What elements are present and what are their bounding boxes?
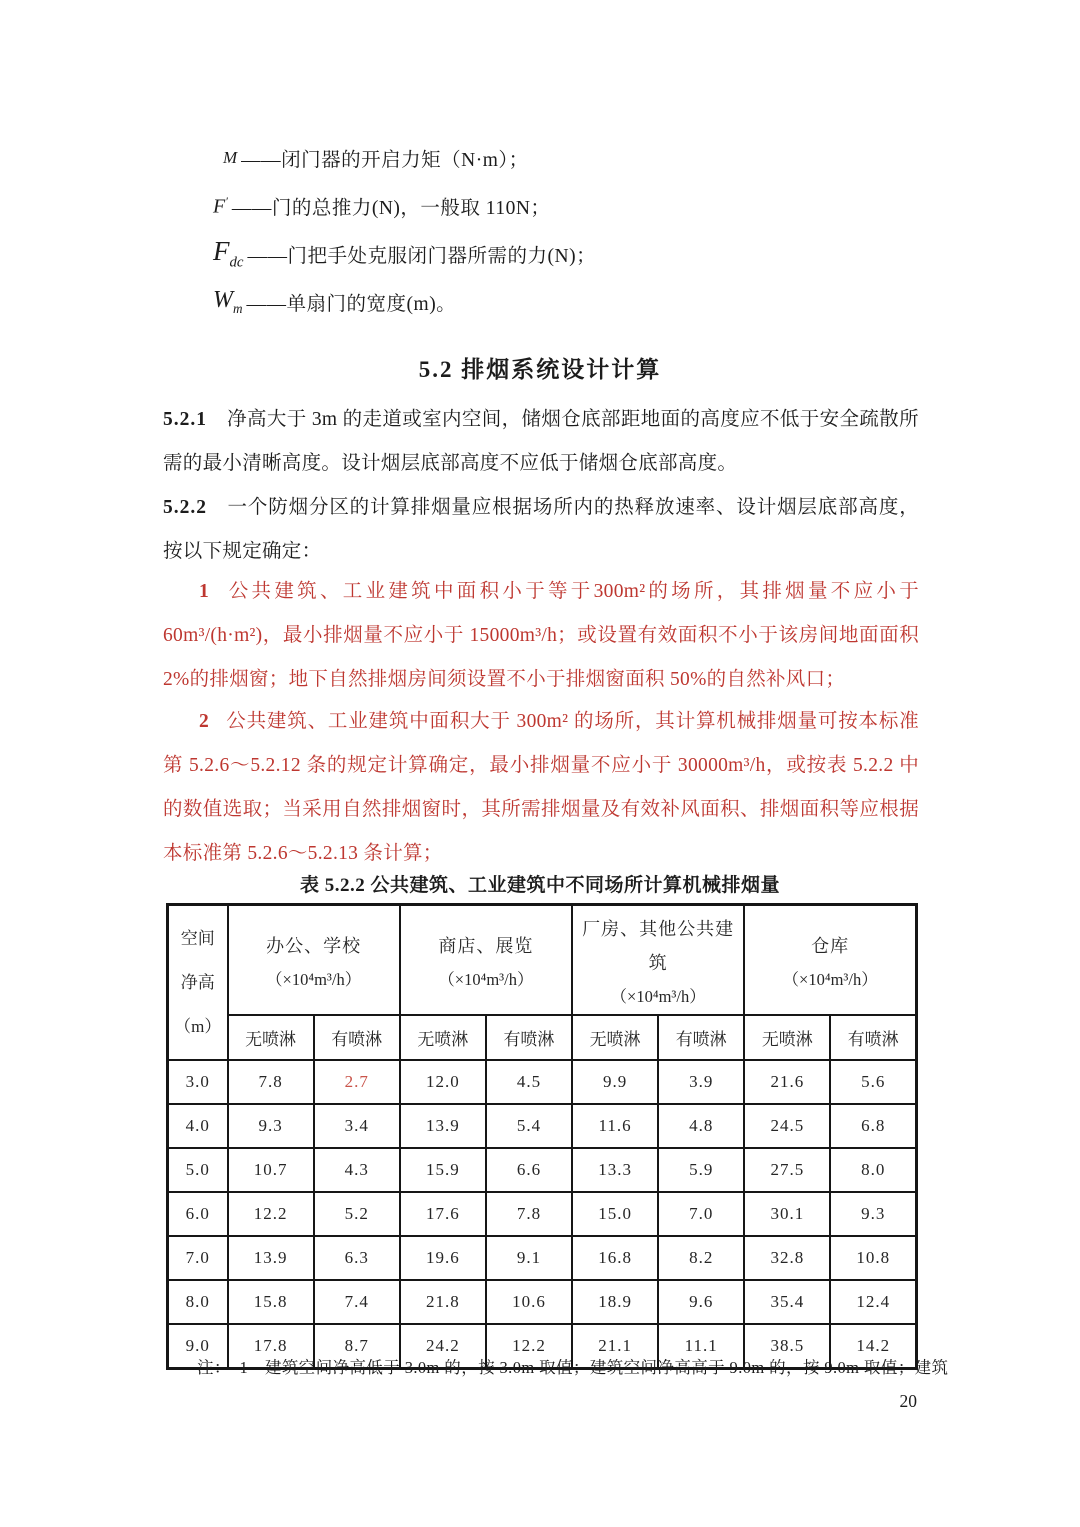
item-number: 1	[199, 581, 210, 602]
definition-text-f-prime: ——门的总推力(N)，一般取 110N；	[231, 198, 551, 219]
group-name: 办公、学校	[266, 936, 362, 956]
table-row	[168, 1280, 917, 1324]
subheader-sprinkler: 有喷淋	[830, 1015, 916, 1060]
symbol-definitions	[163, 134, 917, 326]
clause-5-2-1	[163, 398, 919, 486]
row-height-cell: 7.0	[168, 1236, 228, 1280]
subheader-no-sprinkler: 无喷淋	[572, 1015, 658, 1060]
clause-text: 净高大于 3m 的走道或室内空间，储烟仓底部距地面的高度应不低于安全疏散所需的最小清晰高度。设计烟层底部高度不应低于储烟仓底部高度。	[163, 409, 919, 474]
table-cell: 24.5	[744, 1104, 830, 1148]
definition-line-f-prime	[163, 182, 917, 230]
symbol-m: M	[223, 148, 238, 167]
table-cell: 24.2	[400, 1324, 486, 1368]
table-title: 表 5.2.2 公共建筑、工业建筑中不同场所计算机械排烟量	[299, 875, 780, 896]
clause-number: 5.2.2	[163, 497, 207, 518]
group-name: 厂房、其他公共建筑	[582, 919, 735, 973]
table-cell: 12.2	[228, 1192, 314, 1236]
table-cell: 15.9	[400, 1148, 486, 1192]
row-header-line2: 净高	[180, 972, 215, 992]
table-cell: 2.7	[314, 1060, 400, 1104]
row-height-cell: 9.0	[168, 1324, 228, 1368]
table-cell: 18.9	[572, 1280, 658, 1324]
table-cell: 9.6	[658, 1280, 744, 1324]
table-cell: 9.9	[572, 1060, 658, 1104]
page-number: 20	[899, 1391, 917, 1411]
table-cell: 15.8	[228, 1280, 314, 1324]
table-cell: 13.3	[572, 1148, 658, 1192]
table-row	[168, 1060, 917, 1104]
group-unit: （×10⁴m³/h）	[782, 970, 878, 989]
table-cell: 17.8	[228, 1324, 314, 1368]
table-cell: 7.8	[228, 1060, 314, 1104]
subheader-sprinkler: 有喷淋	[314, 1015, 400, 1060]
table-cell: 6.6	[486, 1148, 572, 1192]
table-cell: 13.9	[400, 1104, 486, 1148]
clause-number: 5.2.1	[163, 409, 207, 430]
table-header-row-groups	[168, 905, 917, 1016]
table-cell: 5.2	[314, 1192, 400, 1236]
table-cell: 12.4	[830, 1280, 916, 1324]
group-header-factory-public	[572, 905, 744, 1016]
subscript-m: m	[233, 300, 243, 316]
table-body	[168, 1060, 917, 1368]
group-header-shop-exhibition	[400, 905, 572, 1016]
table-row	[168, 1104, 917, 1148]
table-cell: 14.2	[830, 1324, 916, 1368]
table-cell: 4.5	[486, 1060, 572, 1104]
table-cell: 21.6	[744, 1060, 830, 1104]
table-cell: 15.0	[572, 1192, 658, 1236]
clause-text: 一个防烟分区的计算排烟量应根据场所内的热释放速率、设计烟层底部高度，按以下规定确定：	[163, 497, 919, 562]
table-cell: 30.1	[744, 1192, 830, 1236]
definition-text-fdc: ——门把手处克服闭门器所需的力(N)；	[247, 246, 597, 267]
table-cell: 16.8	[572, 1236, 658, 1280]
table-cell: 3.4	[314, 1104, 400, 1148]
table-row	[168, 1148, 917, 1192]
table-cell: 12.2	[486, 1324, 572, 1368]
row-header-space-height	[168, 905, 228, 1061]
subheader-no-sprinkler: 无喷淋	[228, 1015, 314, 1060]
clause-5-2-2	[163, 486, 919, 574]
symbol-f-prime: F′	[213, 193, 228, 218]
table-cell: 6.8	[830, 1104, 916, 1148]
item-2	[163, 700, 919, 876]
table-cell: 11.6	[572, 1104, 658, 1148]
table-cell: 7.8	[486, 1192, 572, 1236]
table-cell: 7.4	[314, 1280, 400, 1324]
item-number: 2	[199, 711, 210, 732]
row-header-line3: （m）	[174, 1016, 222, 1036]
table-header-row-sprinkler	[168, 1015, 917, 1060]
definition-line-m	[163, 134, 917, 182]
table-cell: 10.8	[830, 1236, 916, 1280]
table-cell: 5.9	[658, 1148, 744, 1192]
table-cell: 8.7	[314, 1324, 400, 1368]
table-cell: 35.4	[744, 1280, 830, 1324]
group-unit: （×10⁴m³/h）	[438, 970, 534, 989]
prime-mark: ′	[225, 193, 228, 208]
group-name: 仓库	[811, 936, 850, 956]
table-cell: 27.5	[744, 1148, 830, 1192]
table-cell: 10.6	[486, 1280, 572, 1324]
table-cell: 5.4	[486, 1104, 572, 1148]
table-cell: 4.3	[314, 1148, 400, 1192]
table-cell: 21.8	[400, 1280, 486, 1324]
row-height-cell: 4.0	[168, 1104, 228, 1148]
subheader-no-sprinkler: 无喷淋	[744, 1015, 830, 1060]
section-heading: 5.2 排烟系统设计计算	[418, 357, 662, 382]
table-cell: 38.5	[744, 1324, 830, 1368]
definition-text-wm: ——单扇门的宽度(m)。	[246, 294, 457, 315]
table-row	[168, 1192, 917, 1236]
table-cell: 9.1	[486, 1236, 572, 1280]
table-cell: 12.0	[400, 1060, 486, 1104]
table-cell: 13.9	[228, 1236, 314, 1280]
symbol-fdc: $F_{dc}$	[213, 236, 244, 271]
table-cell: 9.3	[228, 1104, 314, 1148]
item-text: 公共建筑、工业建筑中面积大于 300m² 的场所，其计算机械排烟量可按本标准第 5.2.6～5.2.12 条的规定计算确定，最小排烟量不应小于 30000m³/h，或按表 5.2.2 中的数值选取；当采用自然排烟窗时，其所需排烟量及有效补风面积、排烟面积等应根据本标准第 5.2.6～5.2.13 条计算；	[163, 711, 919, 864]
table-cell: 5.6	[830, 1060, 916, 1104]
table-cell: 7.0	[658, 1192, 744, 1236]
row-height-cell: 8.0	[168, 1280, 228, 1324]
subheader-sprinkler: 有喷淋	[486, 1015, 572, 1060]
group-unit: （×10⁴m³/h）	[610, 987, 706, 1006]
table-row	[168, 1236, 917, 1280]
table-note: 注： 1 建筑空间净高低于 3.0m 的，按 3.0m 取值；建筑空间净高高于 9.0m 的，按 9.0m 取值；建筑	[197, 1358, 949, 1377]
row-height-cell: 6.0	[168, 1192, 228, 1236]
group-header-office-school	[228, 905, 400, 1016]
table-cell: 11.1	[658, 1324, 744, 1368]
item-text: 公共建筑、工业建筑中面积小于等于300m²的场所，其排烟量不应小于60m³/(h·m²)，最小排烟量不应小于 15000m³/h；或设置有效面积不小于该房间地面面积 2%的排烟窗；地下自然排烟房间须设置不小于排烟窗面积 50%的自然补风口；	[163, 581, 919, 690]
definition-line-fdc	[163, 230, 917, 278]
item-1	[163, 570, 919, 702]
table-cell: 32.8	[744, 1236, 830, 1280]
table-cell: 8.2	[658, 1236, 744, 1280]
table-cell: 3.9	[658, 1060, 744, 1104]
table-cell: 21.1	[572, 1324, 658, 1368]
group-unit: （×10⁴m³/h）	[266, 970, 362, 989]
group-name: 商店、展览	[438, 936, 534, 956]
row-height-cell: 5.0	[168, 1148, 228, 1192]
definition-text-m: ——闭门器的开启力矩（N·m）；	[241, 150, 529, 171]
table-cell: 9.3	[830, 1192, 916, 1236]
row-header-line1: 空间	[180, 928, 215, 948]
symbol-wm: $W_m$	[213, 287, 243, 316]
table-cell: 17.6	[400, 1192, 486, 1236]
row-height-cell: 3.0	[168, 1060, 228, 1104]
table-cell: 8.0	[830, 1148, 916, 1192]
definition-line-wm	[163, 278, 917, 326]
group-header-warehouse	[744, 905, 916, 1016]
table-cell: 19.6	[400, 1236, 486, 1280]
smoke-exhaust-table	[166, 903, 918, 1370]
subscript-dc: dc	[229, 254, 244, 271]
table-cell: 10.7	[228, 1148, 314, 1192]
table-cell: 4.8	[658, 1104, 744, 1148]
subheader-no-sprinkler: 无喷淋	[400, 1015, 486, 1060]
table-cell: 6.3	[314, 1236, 400, 1280]
subheader-sprinkler: 有喷淋	[658, 1015, 744, 1060]
